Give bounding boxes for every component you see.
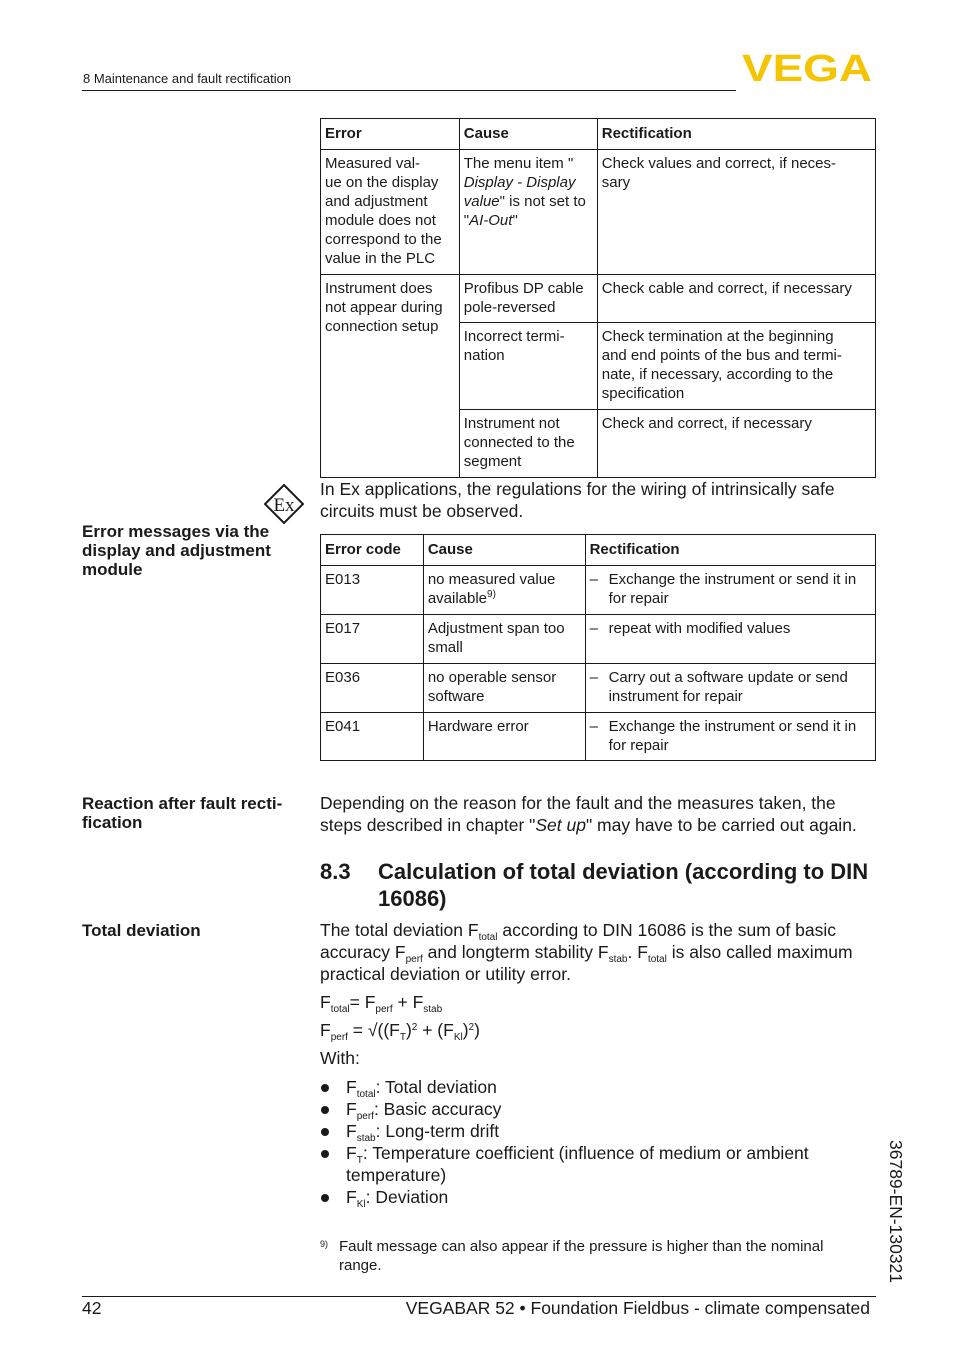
subscript: perf bbox=[405, 954, 423, 965]
vega-logo bbox=[742, 52, 872, 84]
text-run: : Basic accuracy bbox=[373, 1099, 502, 1119]
cause-text: " is not set to bbox=[499, 193, 586, 210]
reaction-text: Depending on the reason for the fault and the measures taken, the steps described in chapter " bbox=[320, 793, 836, 835]
cell-rectification: Check cable and correct, if necessary bbox=[597, 275, 875, 323]
text-run: F bbox=[346, 1077, 357, 1097]
cell-cause: Profibus DP cable pole-reversed bbox=[459, 275, 597, 323]
superscript: 2 bbox=[468, 1022, 475, 1033]
dash-marker: – bbox=[589, 620, 598, 637]
ex-note: In Ex applications, the regulations for the wiring of intrinsically safe circuits must be observed. bbox=[320, 479, 835, 521]
text-run: = √((F bbox=[347, 1020, 400, 1040]
text-run: ) bbox=[462, 1020, 469, 1040]
list-item bbox=[320, 1120, 850, 1142]
cell-rectification bbox=[585, 615, 875, 664]
reaction-paragraph bbox=[320, 792, 876, 836]
cell-error: Instrument does not appear during connection setup bbox=[321, 275, 460, 478]
text-run: F bbox=[346, 1121, 357, 1141]
list-item bbox=[320, 1186, 850, 1208]
cause-text: " bbox=[512, 212, 518, 229]
dash-marker: – bbox=[589, 571, 598, 588]
text-run: The total deviation F bbox=[320, 920, 479, 940]
text-run: . F bbox=[627, 942, 648, 962]
cell-cause: no operable sensor software bbox=[423, 664, 585, 713]
with-label: With: bbox=[320, 1048, 360, 1068]
table-row bbox=[321, 275, 876, 323]
text-run: : Long-term drift bbox=[375, 1121, 500, 1141]
table-row bbox=[321, 615, 876, 664]
cell-rectification: Check and correct, if necessary bbox=[597, 410, 875, 478]
cell-error: Measured val- ue on the display and adjustment module does not correspond to the value in the PLC bbox=[321, 150, 460, 275]
list-item bbox=[320, 1142, 850, 1186]
footnote bbox=[320, 1237, 860, 1275]
cell-rectification: Check values and correct, if neces- sary bbox=[597, 150, 875, 275]
table-row bbox=[321, 566, 876, 615]
col-header-rectification: Rectification bbox=[585, 535, 875, 566]
dash-marker: – bbox=[589, 669, 598, 686]
subscript: stab bbox=[608, 954, 628, 965]
rect-text: Exchange the instrument or send it in for repair bbox=[608, 571, 857, 607]
text-run: F bbox=[320, 1020, 331, 1040]
text-run: is also called maximum practical deviation or utility error. bbox=[320, 942, 853, 984]
side-heading-reaction: Reaction after fault recti-fication bbox=[82, 794, 283, 832]
subscript: stab bbox=[356, 1133, 376, 1144]
reaction-text: " may have to be carried out again. bbox=[585, 815, 857, 835]
subscript: T bbox=[356, 1155, 363, 1166]
subscript: T bbox=[399, 1032, 406, 1043]
document-id: 36789-EN-130321 bbox=[886, 1140, 906, 1284]
subscript: Kl bbox=[356, 1199, 366, 1210]
subscript: total bbox=[356, 1089, 376, 1100]
subscript: Kl bbox=[453, 1032, 463, 1043]
rect-text: Carry out a software update or send instrument for repair bbox=[608, 669, 848, 705]
table-header-row bbox=[321, 119, 876, 150]
footnote-text: Fault message can also appear if the pressure is higher than the nominal range. bbox=[339, 1238, 824, 1274]
col-header-rectification: Rectification bbox=[597, 119, 875, 150]
subscript: perf bbox=[375, 1004, 393, 1015]
vega-logo-text: VEGA bbox=[742, 52, 872, 84]
variable-list bbox=[320, 1076, 850, 1208]
text-run: : Temperature coefficient (influence of medium or ambient temperature) bbox=[346, 1143, 809, 1185]
cell-code: E017 bbox=[321, 615, 424, 664]
section-heading bbox=[320, 858, 876, 911]
total-deviation-paragraph bbox=[320, 919, 876, 985]
side-heading-total-deviation: Total deviation bbox=[82, 921, 201, 940]
col-header-cause: Cause bbox=[459, 119, 597, 150]
dash-marker: – bbox=[589, 718, 598, 735]
text-run: according to DIN 16086 is the sum of basic accuracy F bbox=[320, 920, 836, 962]
reaction-chapter-link: Set up bbox=[535, 815, 586, 835]
superscript: 2 bbox=[411, 1022, 418, 1033]
text-run: : Total deviation bbox=[375, 1077, 497, 1097]
cell-cause bbox=[459, 150, 597, 275]
cell-rectification bbox=[585, 566, 875, 615]
footer-title: VEGABAR 52 • Foundation Fieldbus - climate compensated bbox=[405, 1298, 870, 1318]
cell-rectification: Check termination at the beginning and end points of the bus and termi- nate, if necessary, according to the specification bbox=[597, 323, 875, 410]
text-run: F bbox=[346, 1187, 357, 1207]
subscript: total bbox=[478, 932, 498, 943]
footnote-mark: 9) bbox=[320, 1239, 329, 1249]
cause-italic: AI-Out bbox=[469, 212, 513, 229]
cell-cause: Adjustment span too small bbox=[423, 615, 585, 664]
cell-cause bbox=[423, 566, 585, 615]
footer-divider bbox=[82, 1296, 876, 1297]
ex-protection-icon bbox=[264, 484, 304, 524]
table-row bbox=[321, 664, 876, 713]
text-run: : Deviation bbox=[365, 1187, 449, 1207]
cell-rectification bbox=[585, 664, 875, 713]
subscript: total bbox=[647, 954, 667, 965]
text-run: and longterm stability F bbox=[422, 942, 609, 962]
ex-icon-label: Ex bbox=[273, 495, 295, 516]
text-run: F bbox=[346, 1099, 357, 1119]
table-header-row bbox=[321, 535, 876, 566]
header-divider bbox=[82, 90, 736, 91]
cell-cause: Hardware error bbox=[423, 713, 585, 761]
rect-text: repeat with modified values bbox=[608, 620, 791, 637]
section-title: Calculation of total deviation (according to DIN 16086) bbox=[378, 859, 869, 911]
text-run: ) bbox=[405, 1020, 412, 1040]
page-number: 42 bbox=[82, 1298, 102, 1318]
list-item bbox=[320, 1076, 850, 1098]
cause-italic: Display - Display bbox=[463, 174, 576, 191]
cell-cause: Instrument not connected to the segment bbox=[459, 410, 597, 478]
formula-total bbox=[320, 991, 876, 1013]
table-row bbox=[321, 150, 876, 275]
col-header-cause: Cause bbox=[423, 535, 585, 566]
cell-rectification bbox=[585, 713, 875, 761]
text-run: F bbox=[346, 1143, 357, 1163]
formula-perf bbox=[320, 1019, 876, 1041]
header-section-title: 8 Maintenance and fault rectification bbox=[83, 71, 292, 86]
section-number: 8.3 bbox=[320, 859, 351, 884]
col-header-error-code: Error code bbox=[321, 535, 424, 566]
error-code-table bbox=[320, 534, 876, 761]
subscript: stab bbox=[423, 1004, 443, 1015]
text-run: ) bbox=[474, 1020, 480, 1040]
cause-text: " bbox=[463, 212, 470, 229]
col-header-error: Error bbox=[321, 119, 460, 150]
cell-code: E036 bbox=[321, 664, 424, 713]
cell-code: E013 bbox=[321, 566, 424, 615]
rect-text: Exchange the instrument or send it in for repair bbox=[608, 718, 857, 754]
cause-text: no measured value available bbox=[427, 571, 556, 607]
list-item bbox=[320, 1098, 850, 1120]
subscript: perf bbox=[330, 1032, 348, 1043]
cell-cause: Incorrect termi- nation bbox=[459, 323, 597, 410]
footnote-ref: 9) bbox=[487, 589, 496, 600]
text-run: + F bbox=[392, 992, 424, 1012]
table-row bbox=[321, 713, 876, 761]
side-heading-error-messages: Error messages via the display and adjustment module bbox=[82, 522, 271, 579]
subscript: perf bbox=[356, 1111, 374, 1122]
text-run: F bbox=[320, 992, 331, 1012]
text-run: + (F bbox=[417, 1020, 454, 1040]
cause-text: The menu item " bbox=[463, 155, 574, 172]
cause-italic: value bbox=[463, 193, 500, 210]
fault-table bbox=[320, 118, 876, 478]
text-run: = F bbox=[349, 992, 376, 1012]
cell-code: E041 bbox=[321, 713, 424, 761]
subscript: total bbox=[330, 1004, 350, 1015]
